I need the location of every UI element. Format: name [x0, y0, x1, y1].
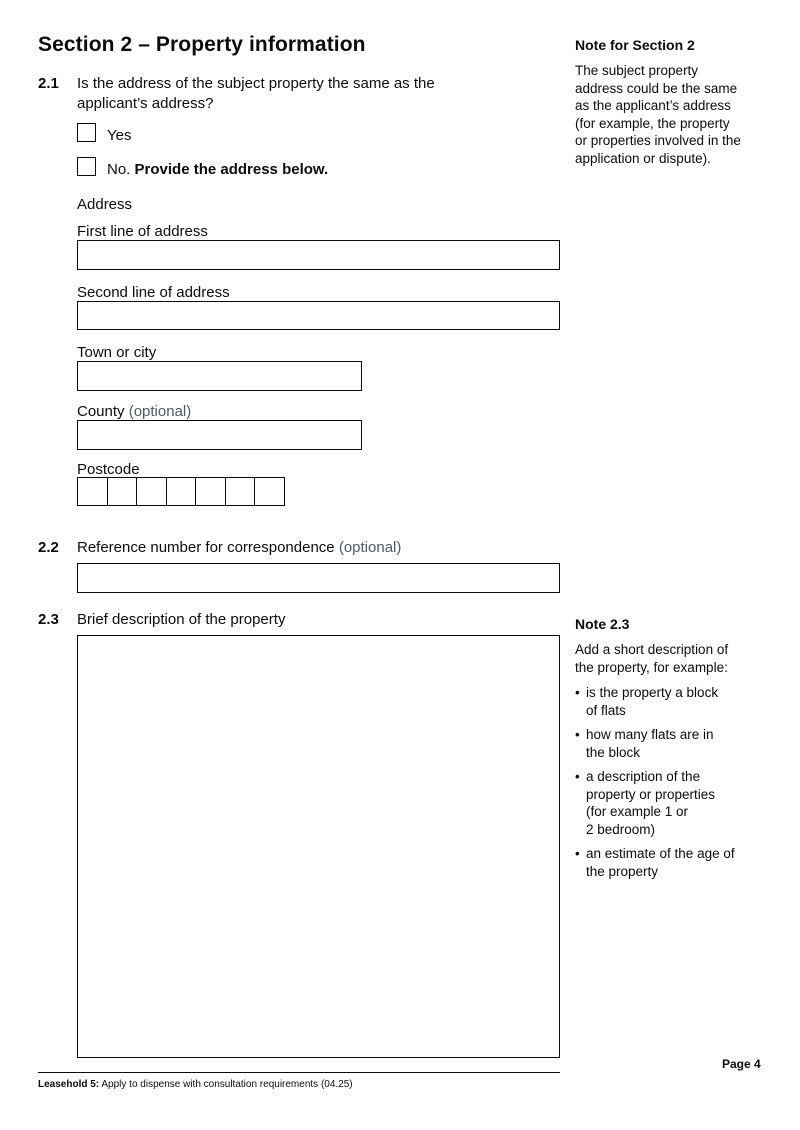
- description-label: Brief description of the property: [77, 611, 286, 628]
- postcode-label: Postcode: [77, 461, 140, 478]
- postcode-cell[interactable]: [225, 477, 256, 506]
- reference-field[interactable]: [77, 563, 560, 593]
- note-bullet-line: • is the property a block: [586, 685, 719, 700]
- second-line-label: Second line of address: [77, 284, 230, 301]
- note-2-3-intro: [575, 641, 775, 676]
- note-line: The subject property: [575, 63, 699, 78]
- no-instruction: Provide the address below.: [134, 161, 329, 178]
- note-section-2-title: Note for Section 2: [575, 37, 695, 53]
- question-2-1-line-2: applicant’s address?: [77, 95, 214, 112]
- page-number: Page 4: [722, 1057, 761, 1071]
- note-line: or properties involved in the: [575, 133, 741, 148]
- question-2-1-line-1: Is the address of the subject property the same as the: [77, 75, 435, 92]
- note-bullet: [575, 845, 775, 880]
- note-bullet-line: the property: [586, 863, 659, 879]
- question-number-2-1: 2.1: [38, 75, 59, 92]
- note-2-3-bullets: [575, 684, 775, 887]
- note-bullet: [575, 726, 775, 761]
- reference-label: [77, 538, 401, 558]
- note-line: Add a short description of: [575, 642, 729, 657]
- postcode-cell[interactable]: [195, 477, 226, 506]
- note-line: as the applicant’s address: [575, 98, 731, 113]
- note-bullet-line: 2 bedroom): [586, 821, 656, 837]
- reference-optional: (optional): [338, 539, 402, 556]
- postcode-field[interactable]: [77, 477, 285, 506]
- question-number-2-3: 2.3: [38, 611, 59, 628]
- yes-checkbox[interactable]: [77, 123, 96, 142]
- description-field[interactable]: [77, 635, 560, 1058]
- postcode-cell[interactable]: [254, 477, 285, 506]
- note-2-3-title: Note 2.3: [575, 616, 630, 632]
- note-bullet-line: • a description of the: [586, 769, 701, 784]
- county-label: [77, 403, 191, 420]
- footer-form-name: Leasehold 5:: [38, 1079, 100, 1090]
- no-prefix: No.: [107, 161, 131, 178]
- county-field[interactable]: [77, 420, 362, 450]
- postcode-cell[interactable]: [77, 477, 108, 506]
- county-label-text: County: [77, 403, 125, 420]
- first-line-field[interactable]: [77, 240, 560, 270]
- reference-label-text: Reference number for correspondence: [77, 539, 335, 556]
- note-line: address could be the same: [575, 80, 738, 96]
- postcode-cell[interactable]: [107, 477, 138, 506]
- town-label: Town or city: [77, 344, 157, 361]
- note-bullet-line: the block: [586, 744, 641, 760]
- footer-form-description: Apply to dispense with consultation requirements (04.25): [101, 1079, 353, 1090]
- no-checkbox[interactable]: [77, 157, 96, 176]
- note-bullet: [575, 768, 775, 838]
- question-2-1-text: [77, 74, 435, 114]
- yes-label: Yes: [107, 127, 132, 144]
- county-optional: (optional): [128, 403, 192, 420]
- footer-text: [38, 1079, 353, 1090]
- note-section-2-text: [575, 62, 775, 167]
- first-line-label: First line of address: [77, 223, 208, 240]
- question-number-2-2: 2.2: [38, 539, 59, 556]
- note-line: application or dispute).: [575, 150, 711, 166]
- note-line: the property, for example:: [575, 659, 728, 675]
- second-line-field[interactable]: [77, 301, 560, 330]
- town-field[interactable]: [77, 361, 362, 391]
- note-bullet: [575, 684, 775, 719]
- address-heading: Address: [77, 196, 133, 213]
- note-line: (for example, the property: [575, 115, 730, 131]
- no-label: [107, 160, 328, 180]
- note-bullet-line: • an estimate of the age of: [586, 846, 735, 861]
- note-bullet-line: (for example 1 or: [586, 804, 689, 819]
- note-bullet-line: of flats: [586, 702, 626, 718]
- postcode-cell[interactable]: [136, 477, 167, 506]
- note-bullet-line: property or properties: [586, 786, 716, 802]
- postcode-cell[interactable]: [166, 477, 197, 506]
- note-bullet-line: • how many flats are in: [586, 727, 714, 742]
- footer-divider: [38, 1072, 560, 1073]
- section-title: Section 2 – Property information: [38, 33, 366, 56]
